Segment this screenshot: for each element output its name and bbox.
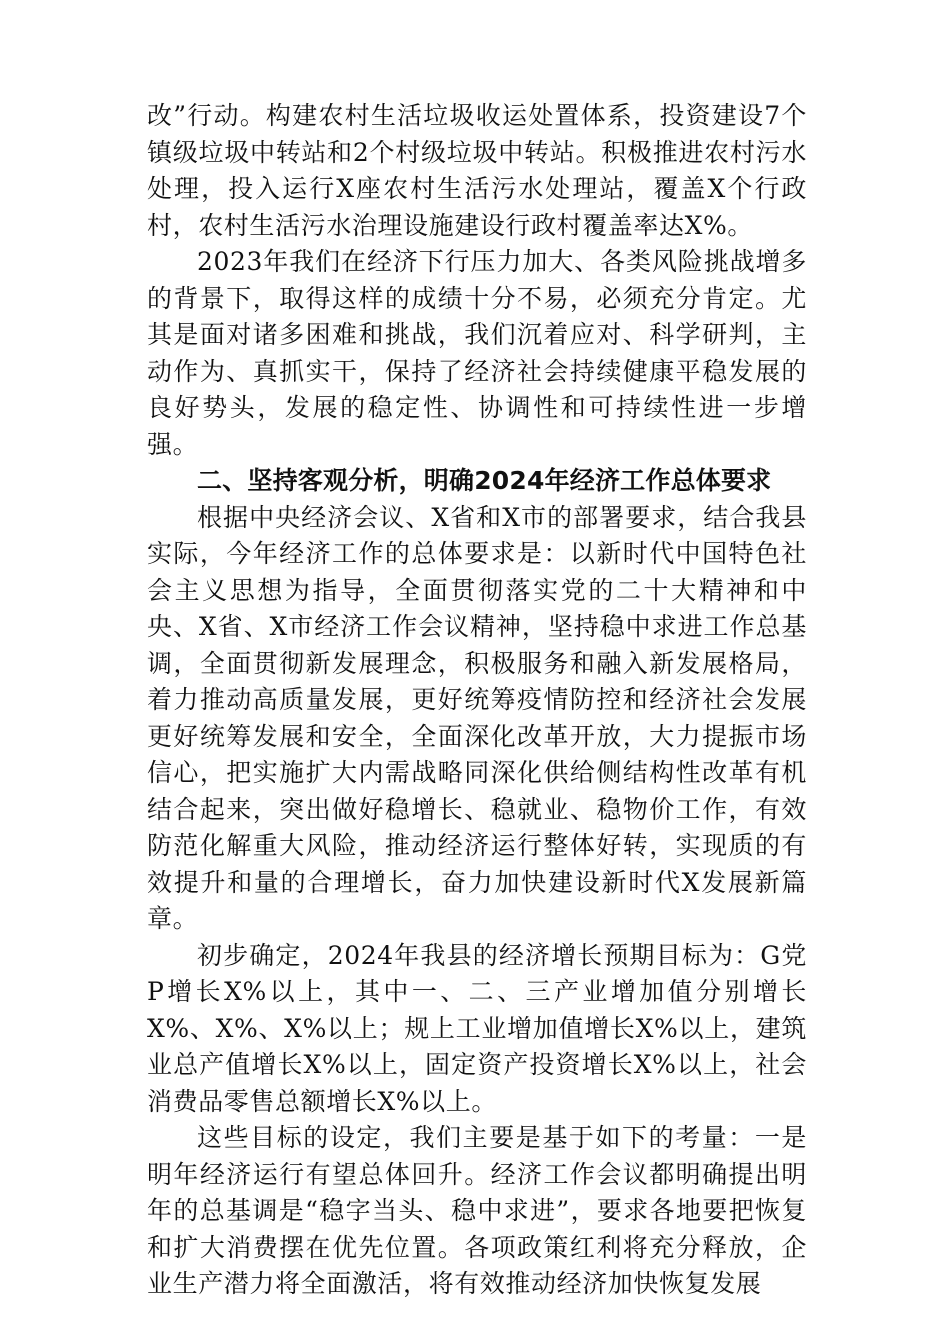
paragraph-2023-summary: 2023年我们在经济下行压力加大、各类风险挑战增多的背景下，取得这样的成绩十分不易，必须充分肯定。尤其是面对诸多困难和挑战，我们沉着应对、科学研判，主动作为、真抓实干，保持了经济社会持续健康平稳发展的良好势头，发展的稳定性、协调性和可持续性进一步增强。 — [147, 247, 807, 459]
paragraph-growth-targets: 初步确定，2024年我县的经济增长预期目标为：G党P增长X%以上，其中一、二、三产业增加值分别增长X%、X%、X%以上；规上工业增加值增长X%以上，建筑业总产值增长X%以上，固定资产投资增长X%以上，社会消费品零售总额增长X%以上。 — [147, 940, 807, 1116]
section-heading-2024-requirements: 二、坚持客观分析，明确2024年经济工作总体要求 — [197, 466, 772, 495]
paragraph-overall-requirements: 根据中央经济会议、X省和X市的部署要求，结合我县实际，今年经济工作的总体要求是：以新时代中国特色社会主义思想为指导，全面贯彻落实党的二十大精神和中央、X省、X市经济工作会议精神，坚持稳中求进工作总基调，全面贯彻新发展理念，积极服务和融入新发展格局，着力推动高质量发展，更好统筹疫情防控和经济社会发展更好统筹发展和安全，全面深化改革开放，大力提振市场信心，把实施扩大内需战略同深化供给侧结构性改革有机结合起来，突出做好稳增长、稳就业、稳物价工作，有效防范化解重大风险，推动经济运行整体好转，实现质的有效提升和量的合理增长，奋力加快建设新时代X发展新篇章。 — [147, 502, 807, 933]
paragraph-target-considerations: 这些目标的设定，我们主要是基于如下的考量：一是明年经济运行有望总体回升。经济工作会议都明确提出明年的总基调是“稳字当头、稳中求进”，要求各地要把恢复和扩大消费摆在优先位置。各项政策红利将充分释放，企业生产潜力将全面激活，将有效推动经济加快恢复发展 — [147, 1123, 807, 1298]
document-body — [147, 98, 807, 1303]
paragraph-rural-environment: 改”行动。构建农村生活垃圾收运处置体系，投资建设7个镇级垃圾中转站和2个村级垃圾中转站。积极推进农村污水处理，投入运行X座农村生活污水处理站，覆盖X个行政村，农村生活污水治理设施建设行政村覆盖率达X%。 — [147, 101, 807, 240]
